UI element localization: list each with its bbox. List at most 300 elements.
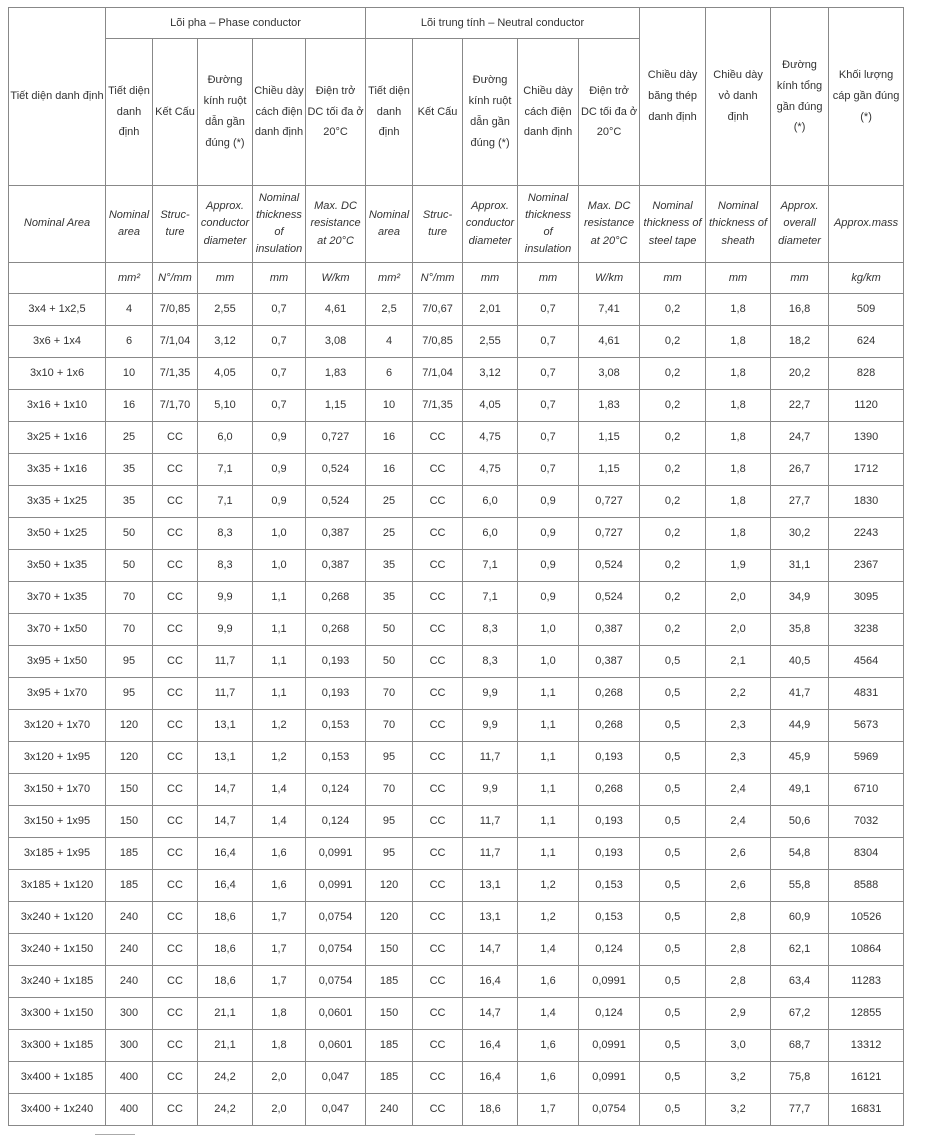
table-cell: 1,1 <box>518 774 579 806</box>
header-phase-diameter-vi: Đường kính ruột dẫn gần đúng (*) <box>198 39 253 186</box>
table-row <box>9 422 904 454</box>
unit-neutral-area: mm² <box>366 263 413 294</box>
table-cell: 2,0 <box>253 1062 306 1094</box>
table-cell: 5673 <box>829 710 904 742</box>
table-cell: 0,193 <box>306 678 366 710</box>
table-cell: 0,7 <box>518 422 579 454</box>
table-cell: 0,5 <box>640 838 706 870</box>
table-cell: 2,1 <box>706 646 771 678</box>
table-cell: 2,55 <box>198 294 253 326</box>
table-cell: 7/1,35 <box>153 358 198 390</box>
table-cell: 49,1 <box>771 774 829 806</box>
table-cell: 6710 <box>829 774 904 806</box>
table-cell: 7/1,70 <box>153 390 198 422</box>
table-cell: 0,268 <box>579 678 640 710</box>
table-cell: 0,5 <box>640 870 706 902</box>
table-row <box>9 550 904 582</box>
table-cell: CC <box>153 838 198 870</box>
table-cell: CC <box>413 742 463 774</box>
table-row <box>9 294 904 326</box>
table-cell: 1,1 <box>253 646 306 678</box>
unit-sheath: mm <box>706 263 771 294</box>
table-cell: 18,6 <box>198 902 253 934</box>
table-cell: 2243 <box>829 518 904 550</box>
table-cell: 1,0 <box>253 550 306 582</box>
table-cell: 75,8 <box>771 1062 829 1094</box>
unit-neutral-structure: N°/mm <box>413 263 463 294</box>
table-cell: 400 <box>106 1062 153 1094</box>
table-cell: 1,4 <box>518 998 579 1030</box>
unit-phase-resistance: W/km <box>306 263 366 294</box>
header-neutral-diameter-vi: Đường kính ruột dẫn gần đúng (*) <box>463 39 518 186</box>
table-cell: 0,387 <box>579 646 640 678</box>
table-cell: 185 <box>106 870 153 902</box>
table-cell: 16121 <box>829 1062 904 1094</box>
table-cell: 7/0,85 <box>413 326 463 358</box>
table-cell: 300 <box>106 1030 153 1062</box>
header-row-units <box>9 263 904 294</box>
table-cell: 0,524 <box>306 454 366 486</box>
table-cell: CC <box>153 774 198 806</box>
table-row <box>9 486 904 518</box>
table-cell: 70 <box>106 614 153 646</box>
table-cell: 0,7 <box>518 358 579 390</box>
table-cell: 3x120 + 1x70 <box>9 710 106 742</box>
table-cell: 1,8 <box>706 390 771 422</box>
table-cell: 16,4 <box>463 1062 518 1094</box>
table-cell: 150 <box>106 806 153 838</box>
table-cell: CC <box>413 678 463 710</box>
table-cell: 14,7 <box>463 998 518 1030</box>
table-cell: 2,0 <box>706 582 771 614</box>
table-cell: CC <box>413 614 463 646</box>
header-phase-insulation-vi: Chiều dày cách điện danh định <box>253 39 306 186</box>
table-cell: 0,7 <box>253 326 306 358</box>
table-cell: 0,524 <box>579 582 640 614</box>
table-cell: 3x150 + 1x95 <box>9 806 106 838</box>
header-overall-diameter-en: Approx. overall diameter <box>771 186 829 263</box>
table-cell: 1120 <box>829 390 904 422</box>
table-cell: 4 <box>106 294 153 326</box>
table-cell: 9,9 <box>463 710 518 742</box>
table-cell: 0,0991 <box>579 1062 640 1094</box>
table-cell: 0,268 <box>579 774 640 806</box>
table-cell: 0,9 <box>518 486 579 518</box>
table-row <box>9 326 904 358</box>
table-cell: 1,2 <box>253 710 306 742</box>
table-cell: 3x120 + 1x95 <box>9 742 106 774</box>
table-cell: 1712 <box>829 454 904 486</box>
table-cell: 16 <box>106 390 153 422</box>
table-cell: 0,5 <box>640 646 706 678</box>
table-cell: CC <box>153 870 198 902</box>
table-cell: 0,9 <box>518 518 579 550</box>
header-mass-vi: Khối lượng cáp gần đúng (*) <box>829 8 904 186</box>
table-cell: 3x150 + 1x70 <box>9 774 106 806</box>
table-cell: 4,61 <box>306 294 366 326</box>
table-cell: 9,9 <box>463 678 518 710</box>
header-neutral-area-vi: Tiết diện danh định <box>366 39 413 186</box>
table-cell: 150 <box>106 774 153 806</box>
table-cell: 0,727 <box>579 486 640 518</box>
table-cell: CC <box>413 486 463 518</box>
table-cell: 1,1 <box>253 614 306 646</box>
table-cell: 1,1 <box>253 678 306 710</box>
table-cell: 21,1 <box>198 998 253 1030</box>
table-cell: 2,2 <box>706 678 771 710</box>
table-cell: 1,0 <box>518 646 579 678</box>
table-cell: 7/1,35 <box>413 390 463 422</box>
header-phase-resistance-en: Max. DC resistance at 20°C <box>306 186 366 263</box>
table-cell: CC <box>153 550 198 582</box>
table-cell: 3x70 + 1x35 <box>9 582 106 614</box>
table-cell: 1,1 <box>518 838 579 870</box>
table-cell: 16,4 <box>463 1030 518 1062</box>
cable-spec-table <box>8 7 904 1126</box>
table-cell: 0,2 <box>640 550 706 582</box>
table-cell: 7,1 <box>198 454 253 486</box>
table-row <box>9 902 904 934</box>
table-cell: 2,9 <box>706 998 771 1030</box>
table-cell: 4,75 <box>463 422 518 454</box>
table-cell: 8304 <box>829 838 904 870</box>
table-cell: 1,2 <box>518 870 579 902</box>
table-cell: 5,10 <box>198 390 253 422</box>
table-cell: CC <box>413 902 463 934</box>
table-cell: 2,8 <box>706 902 771 934</box>
table-cell: CC <box>413 1030 463 1062</box>
table-cell: 16,4 <box>198 838 253 870</box>
table-row <box>9 774 904 806</box>
table-cell: 25 <box>366 486 413 518</box>
table-cell: 0,0991 <box>306 838 366 870</box>
table-cell: 0,268 <box>306 582 366 614</box>
table-cell: 63,4 <box>771 966 829 998</box>
table-cell: 0,124 <box>579 934 640 966</box>
table-cell: 62,1 <box>771 934 829 966</box>
table-cell: 3x400 + 1x185 <box>9 1062 106 1094</box>
table-cell: 0,5 <box>640 678 706 710</box>
table-cell: 4,05 <box>198 358 253 390</box>
header-phase-conductor: Lõi pha – Phase conductor <box>106 8 366 39</box>
table-cell: 2,6 <box>706 838 771 870</box>
table-cell: 0,5 <box>640 998 706 1030</box>
table-cell: 1,6 <box>518 1030 579 1062</box>
table-cell: 3x10 + 1x6 <box>9 358 106 390</box>
table-cell: 185 <box>366 966 413 998</box>
table-cell: 24,2 <box>198 1094 253 1126</box>
table-cell: 8,3 <box>198 550 253 582</box>
table-cell: 35 <box>106 454 153 486</box>
header-mass-en: Approx.mass <box>829 186 904 263</box>
header-steel-tape-vi: Chiều dày băng thép danh định <box>640 8 706 186</box>
table-cell: 50 <box>366 646 413 678</box>
table-cell: 7,1 <box>463 582 518 614</box>
table-cell: 0,2 <box>640 390 706 422</box>
table-cell: 400 <box>106 1094 153 1126</box>
table-row <box>9 678 904 710</box>
table-cell: 70 <box>366 774 413 806</box>
header-neutral-structure-vi: Kết Cấu <box>413 39 463 186</box>
table-cell: 0,7 <box>253 358 306 390</box>
table-cell: 11,7 <box>463 838 518 870</box>
table-cell: 0,2 <box>640 582 706 614</box>
table-cell: 2,5 <box>366 294 413 326</box>
table-cell: 9,9 <box>463 774 518 806</box>
table-cell: 0,268 <box>306 614 366 646</box>
header-neutral-diameter-en: Approx. conductor diameter <box>463 186 518 263</box>
table-cell: 35 <box>366 550 413 582</box>
table-cell: 0,2 <box>640 454 706 486</box>
table-cell: 120 <box>106 710 153 742</box>
table-cell: 7032 <box>829 806 904 838</box>
table-row <box>9 646 904 678</box>
table-row <box>9 966 904 998</box>
table-cell: 9,9 <box>198 582 253 614</box>
table-cell: 11,7 <box>198 646 253 678</box>
table-cell: 1,6 <box>253 838 306 870</box>
table-cell: 3,12 <box>463 358 518 390</box>
table-cell: 0,2 <box>640 422 706 454</box>
table-cell: 3x35 + 1x25 <box>9 486 106 518</box>
table-cell: 14,7 <box>198 806 253 838</box>
table-cell: 0,727 <box>306 422 366 454</box>
table-cell: 828 <box>829 358 904 390</box>
header-neutral-conductor: Lõi trung tính – Neutral conductor <box>366 8 640 39</box>
table-cell: CC <box>153 902 198 934</box>
table-cell: 1,6 <box>518 966 579 998</box>
unit-mass: kg/km <box>829 263 904 294</box>
table-cell: 13,1 <box>198 742 253 774</box>
table-cell: 60,9 <box>771 902 829 934</box>
table-cell: 3x400 + 1x240 <box>9 1094 106 1126</box>
table-cell: 77,7 <box>771 1094 829 1126</box>
table-cell: 3x70 + 1x50 <box>9 614 106 646</box>
header-neutral-insulation-en: Nominal thickness of insulation <box>518 186 579 263</box>
table-cell: 0,5 <box>640 934 706 966</box>
table-cell: 95 <box>106 678 153 710</box>
table-cell: CC <box>153 454 198 486</box>
table-cell: 10864 <box>829 934 904 966</box>
table-cell: 0,524 <box>579 550 640 582</box>
table-cell: 95 <box>366 838 413 870</box>
table-cell: 0,9 <box>253 454 306 486</box>
table-cell: 0,5 <box>640 1030 706 1062</box>
table-cell: CC <box>153 486 198 518</box>
header-phase-insulation-en: Nominal thickness of insulation <box>253 186 306 263</box>
table-cell: 0,2 <box>640 294 706 326</box>
table-cell: 0,153 <box>306 742 366 774</box>
table-cell: 0,0754 <box>306 934 366 966</box>
table-row <box>9 358 904 390</box>
table-cell: 1,4 <box>518 934 579 966</box>
table-cell: 1,83 <box>306 358 366 390</box>
table-cell: 3x6 + 1x4 <box>9 326 106 358</box>
table-cell: 3x95 + 1x70 <box>9 678 106 710</box>
table-cell: 1,15 <box>306 390 366 422</box>
table-cell: CC <box>153 1030 198 1062</box>
table-cell: 2,3 <box>706 710 771 742</box>
table-cell: 0,7 <box>253 294 306 326</box>
table-cell: 0,0601 <box>306 998 366 1030</box>
table-cell: 2,4 <box>706 774 771 806</box>
table-cell: 3,12 <box>198 326 253 358</box>
table-cell: 0,0754 <box>306 966 366 998</box>
table-cell: 1,8 <box>706 518 771 550</box>
table-cell: 3x300 + 1x185 <box>9 1030 106 1062</box>
table-cell: 0,9 <box>253 422 306 454</box>
unit-phase-diameter: mm <box>198 263 253 294</box>
table-cell: 0,0991 <box>579 1030 640 1062</box>
table-cell: 3,2 <box>706 1062 771 1094</box>
table-cell: 44,9 <box>771 710 829 742</box>
table-cell: 0,047 <box>306 1094 366 1126</box>
table-cell: 95 <box>366 806 413 838</box>
table-cell: CC <box>413 1094 463 1126</box>
table-cell: 240 <box>106 902 153 934</box>
table-cell: 70 <box>106 582 153 614</box>
table-cell: 0,153 <box>306 710 366 742</box>
table-cell: 1,8 <box>253 998 306 1030</box>
table-cell: 0,124 <box>306 774 366 806</box>
table-cell: 50 <box>366 614 413 646</box>
table-cell: 240 <box>366 1094 413 1126</box>
table-cell: 120 <box>106 742 153 774</box>
unit-neutral-diameter: mm <box>463 263 518 294</box>
table-cell: 1,6 <box>518 1062 579 1094</box>
table-cell: 624 <box>829 326 904 358</box>
table-cell: 70 <box>366 710 413 742</box>
table-row <box>9 1030 904 1062</box>
table-cell: CC <box>413 806 463 838</box>
table-row <box>9 518 904 550</box>
unit-phase-insulation: mm <box>253 263 306 294</box>
header-phase-resistance-vi: Điện trở DC tối đa ở 20°C <box>306 39 366 186</box>
table-cell: 0,7 <box>518 390 579 422</box>
table-cell: 13,1 <box>463 902 518 934</box>
table-cell: CC <box>413 966 463 998</box>
table-row <box>9 582 904 614</box>
table-cell: 300 <box>106 998 153 1030</box>
table-cell: 1,0 <box>518 614 579 646</box>
table-cell: 240 <box>106 934 153 966</box>
table-cell: 0,5 <box>640 742 706 774</box>
header-row-english <box>9 186 904 263</box>
table-cell: 2,8 <box>706 934 771 966</box>
table-cell: 4,61 <box>579 326 640 358</box>
table-cell: 1,8 <box>706 486 771 518</box>
table-cell: 1,4 <box>253 806 306 838</box>
table-cell: 4,05 <box>463 390 518 422</box>
unit-neutral-resistance: W/km <box>579 263 640 294</box>
table-cell: 1,2 <box>253 742 306 774</box>
table-cell: 0,153 <box>579 870 640 902</box>
table-row <box>9 1094 904 1126</box>
table-cell: CC <box>153 678 198 710</box>
table-cell: 3x35 + 1x16 <box>9 454 106 486</box>
table-cell: 3,2 <box>706 1094 771 1126</box>
table-cell: 3x300 + 1x150 <box>9 998 106 1030</box>
header-phase-area-vi: Tiết diện danh định <box>106 39 153 186</box>
table-cell: CC <box>413 518 463 550</box>
table-cell: CC <box>153 1062 198 1094</box>
table-cell: 20,2 <box>771 358 829 390</box>
table-cell: 68,7 <box>771 1030 829 1062</box>
table-cell: 3x240 + 1x185 <box>9 966 106 998</box>
table-cell: 7/0,67 <box>413 294 463 326</box>
table-cell: 16,4 <box>198 870 253 902</box>
table-cell: 11,7 <box>463 806 518 838</box>
table-cell: 7,1 <box>463 550 518 582</box>
table-cell: 1,4 <box>253 774 306 806</box>
table-cell: 9,9 <box>198 614 253 646</box>
table-cell: 4,75 <box>463 454 518 486</box>
table-cell: 31,1 <box>771 550 829 582</box>
table-cell: 3095 <box>829 582 904 614</box>
table-cell: 1,15 <box>579 454 640 486</box>
table-cell: 1,7 <box>253 934 306 966</box>
table-cell: 0,193 <box>579 742 640 774</box>
table-row <box>9 838 904 870</box>
table-cell: 16831 <box>829 1094 904 1126</box>
table-cell: 0,047 <box>306 1062 366 1094</box>
table-cell: 7,1 <box>198 486 253 518</box>
table-cell: 8,3 <box>463 614 518 646</box>
table-cell: 40,5 <box>771 646 829 678</box>
table-cell: 0,5 <box>640 1094 706 1126</box>
table-cell: 1,8 <box>706 358 771 390</box>
table-cell: 3x50 + 1x35 <box>9 550 106 582</box>
unit-cell-empty <box>9 263 106 294</box>
table-cell: 3x95 + 1x50 <box>9 646 106 678</box>
table-cell: 8,3 <box>463 646 518 678</box>
table-cell: 18,6 <box>198 934 253 966</box>
table-cell: 54,8 <box>771 838 829 870</box>
table-cell: 7/0,85 <box>153 294 198 326</box>
header-overall-diameter-vi: Đường kính tổng gần đúng (*) <box>771 8 829 186</box>
table-cell: 50,6 <box>771 806 829 838</box>
table-cell: 3x240 + 1x120 <box>9 902 106 934</box>
table-cell: 7/1,04 <box>153 326 198 358</box>
table-cell: 0,2 <box>640 326 706 358</box>
table-row <box>9 870 904 902</box>
header-sheath-vi: Chiều dày vỏ danh định <box>706 8 771 186</box>
table-cell: 1,8 <box>706 326 771 358</box>
header-neutral-area-en: Nominal area <box>366 186 413 263</box>
table-cell: 0,5 <box>640 710 706 742</box>
table-cell: 0,193 <box>306 646 366 678</box>
table-row <box>9 1062 904 1094</box>
table-cell: 27,7 <box>771 486 829 518</box>
table-cell: 14,7 <box>463 934 518 966</box>
table-cell: CC <box>413 1062 463 1094</box>
table-cell: 0,0601 <box>306 1030 366 1062</box>
table-cell: 10526 <box>829 902 904 934</box>
table-cell: 0,9 <box>518 582 579 614</box>
table-cell: 0,9 <box>253 486 306 518</box>
footer-divider <box>95 1134 135 1136</box>
table-cell: CC <box>153 646 198 678</box>
table-cell: 8588 <box>829 870 904 902</box>
table-cell: 1390 <box>829 422 904 454</box>
table-cell: 11,7 <box>463 742 518 774</box>
table-cell: 24,2 <box>198 1062 253 1094</box>
table-cell: 18,6 <box>463 1094 518 1126</box>
table-cell: 3x16 + 1x10 <box>9 390 106 422</box>
table-cell: CC <box>153 998 198 1030</box>
table-cell: 185 <box>106 838 153 870</box>
table-cell: 3,08 <box>306 326 366 358</box>
